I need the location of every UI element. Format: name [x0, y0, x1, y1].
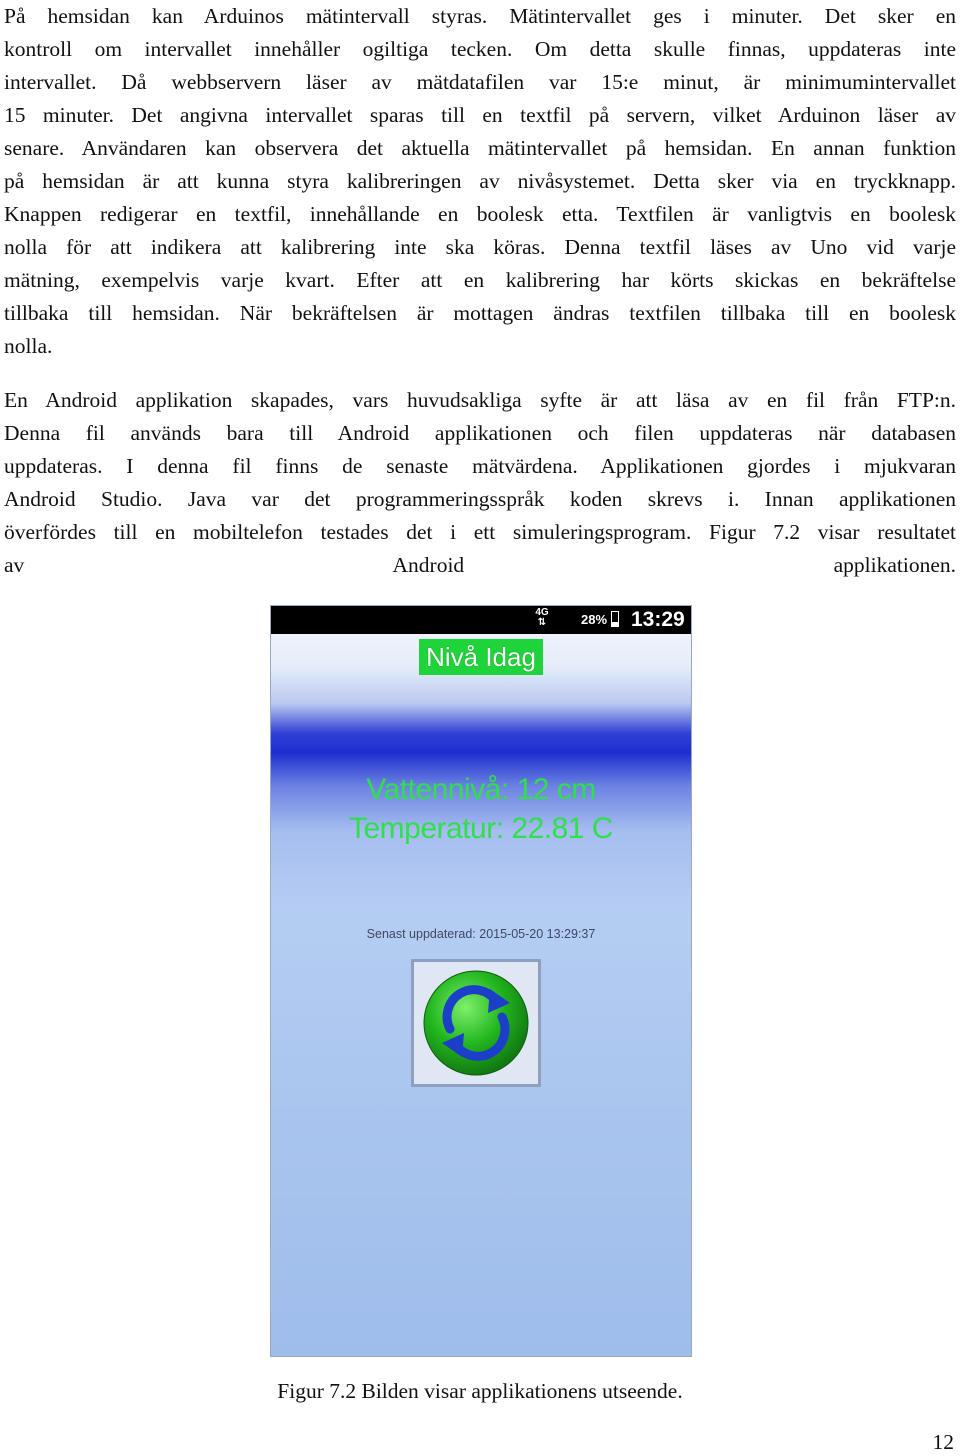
- network-label: 4G: [535, 607, 549, 618]
- paragraph-line: tillbaka till hemsidan. När bekräftelsen är mottagen ändras textfilen tillbaka till en boolesk: [4, 301, 956, 325]
- paragraph-line: kontroll om intervallet innehåller ogiltiga tecken. Om detta skulle finnas, uppdateras inte: [4, 37, 956, 61]
- refresh-button[interactable]: [411, 959, 541, 1087]
- status-bar: [271, 606, 691, 634]
- battery-icon: [611, 611, 619, 627]
- paragraph-line: nolla för att indikera att kalibrering inte ska köras. Denna textfil läses av Uno vid varje: [4, 235, 956, 259]
- paragraph-line: senare. Användaren kan observera det aktuella mätintervallet på hemsidan. En annan funktion: [4, 136, 956, 160]
- paragraph-line: På hemsidan kan Arduinos mätintervall styras. Mätintervallet ges i minuter. Det sker en: [4, 4, 956, 28]
- last-updated-text: Senast uppdaterad: 2015-05-20 13:29:37: [366, 927, 596, 941]
- paragraph-line: mätning, exempelvis varje kvart. Efter att en kalibrering har körts skickas en bekräftelse: [4, 268, 956, 292]
- paragraph-line: 15 minuter. Det angivna intervallet sparas till en textfil på servern, vilket Arduinon läser av: [4, 103, 956, 127]
- battery-percentage: 28%: [581, 612, 608, 627]
- page-number: 12: [932, 1430, 954, 1454]
- network-indicator: [533, 608, 551, 628]
- paragraph-1: [4, 0, 956, 363]
- paragraph-line: Denna fil används bara till Android applikationen och filen uppdateras när databasen: [4, 421, 956, 445]
- app-screenshot: [270, 605, 692, 1357]
- figure-caption: Figur 7.2 Bilden visar applikationens utseende.: [277, 1379, 683, 1403]
- paragraph-2: [4, 384, 956, 582]
- paragraph-line: Knappen redigerar en textfil, innehållande en boolesk etta. Textfilen är vanligtvis en boolesk: [4, 202, 956, 226]
- paragraph-line: på hemsidan är att kunna styra kalibreringen av nivåsystemet. Detta sker via en tryckknapp.: [4, 169, 956, 193]
- paragraph-line: av Android applikationen.: [4, 553, 956, 577]
- refresh-icon: [420, 967, 532, 1079]
- app-title: Nivå Idag: [419, 639, 543, 675]
- status-time: 13:29: [631, 608, 685, 631]
- paragraph-line: överfördes till en mobiltelefon testades det i ett simuleringsprogram. Figur 7.2 visar resultatet: [4, 520, 956, 544]
- paragraph-line: intervallet. Då webbservern läser av mätdatafilen var 15:e minut, är minimumintervallet: [4, 70, 956, 94]
- paragraph-line: En Android applikation skapades, vars huvudsakliga syfte är att läsa av en fil från FTP:n.: [4, 388, 956, 412]
- paragraph-line: uppdateras. I denna fil finns de senaste mätvärdena. Applikationen gjordes i mjukvaran: [4, 454, 956, 478]
- paragraph-line: nolla.: [4, 334, 53, 358]
- signal-arrows-icon: ⇅: [537, 617, 547, 628]
- water-level-reading: Vattennivå: 12 cm: [366, 773, 596, 806]
- paragraph-line: Android Studio. Java var det programmeringsspråk koden skrevs i. Innan applikationen: [4, 487, 956, 511]
- temperature-reading: Temperatur: 22.81 C: [349, 812, 613, 845]
